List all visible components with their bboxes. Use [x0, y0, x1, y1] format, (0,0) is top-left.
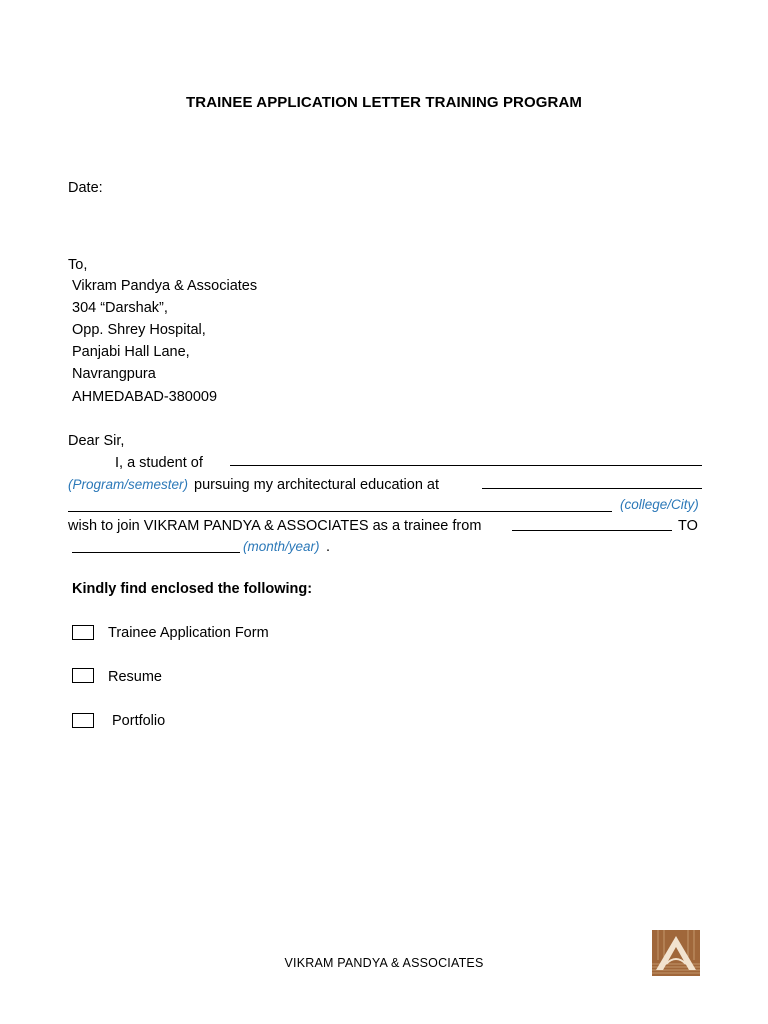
page-title: TRAINEE APPLICATION LETTER TRAINING PROGRAM — [186, 94, 582, 111]
month-year-hint: (month/year) — [243, 539, 320, 554]
student-of-text: I, a student of — [115, 455, 203, 471]
to-word: TO — [678, 518, 698, 534]
program-semester-hint: (Program/semester) — [68, 477, 189, 492]
to-label: To, — [68, 257, 88, 273]
portfolio-checkbox[interactable] — [72, 713, 94, 728]
enclosed-heading: Kindly find enclosed the following: — [72, 581, 313, 597]
salutation: Dear Sir, — [68, 433, 125, 449]
pursuing-text: pursuing my architectural education at — [194, 477, 440, 493]
from-date-blank[interactable] — [512, 530, 672, 531]
checklist-label: Trainee Application Form — [108, 625, 269, 641]
college-blank[interactable] — [482, 488, 702, 489]
vpa-logo-icon — [652, 930, 700, 976]
college-city-hint: (college/City) — [620, 497, 699, 512]
date-label: Date: — [68, 180, 103, 196]
footer-company: VIKRAM PANDYA & ASSOCIATES — [284, 956, 484, 970]
period: . — [326, 539, 331, 555]
application-form-checkbox[interactable] — [72, 625, 94, 640]
address-line: Vikram Pandya & Associates — [72, 278, 258, 294]
address-line: Opp. Shrey Hospital, — [72, 322, 206, 338]
join-text: wish to join VIKRAM PANDYA & ASSOCIATES as a trainee from — [68, 518, 482, 534]
program-blank[interactable] — [230, 465, 702, 466]
resume-checkbox[interactable] — [72, 668, 94, 683]
address-line: Panjabi Hall Lane, — [72, 344, 190, 360]
college-city-blank[interactable] — [68, 511, 612, 512]
checklist-label: Resume — [108, 669, 162, 685]
address-line: Navrangpura — [72, 366, 156, 382]
to-date-blank[interactable] — [72, 552, 240, 553]
address-line: AHMEDABAD-380009 — [72, 389, 218, 405]
address-line: 304 “Darshak”, — [72, 300, 168, 316]
checklist-label: Portfolio — [112, 713, 166, 729]
